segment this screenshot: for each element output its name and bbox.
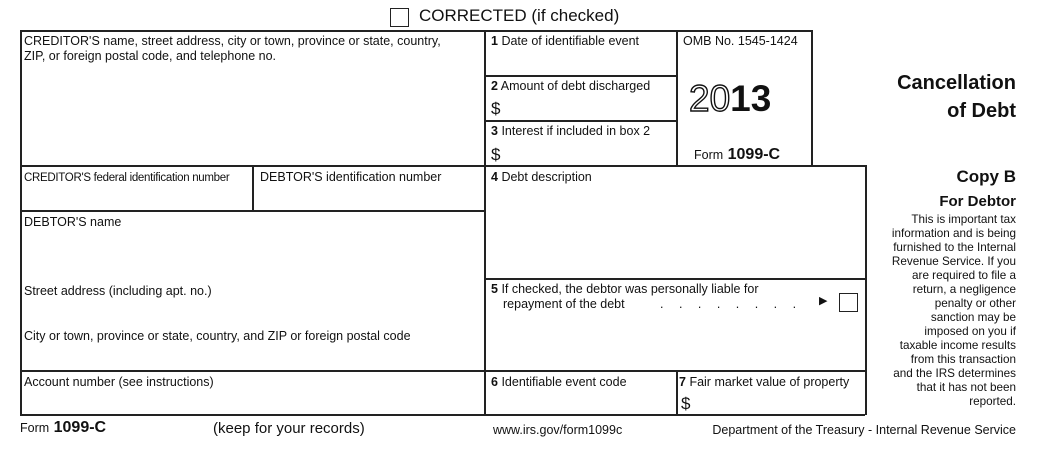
footer-form-id: Form 1099-C bbox=[20, 419, 107, 436]
footer-url[interactable]: www.irs.gov/form1099c bbox=[493, 423, 623, 437]
box3-dollar: $ bbox=[491, 145, 501, 164]
tax-year-suffix: 13 bbox=[730, 78, 772, 119]
account-number-label: Account number (see instructions) bbox=[24, 375, 214, 389]
copy-b-notice-line: furnished to the Internal bbox=[893, 241, 1016, 254]
debtor-tin-label: DEBTOR'S identification number bbox=[260, 170, 442, 184]
box5-label-line2: repayment of the debt bbox=[503, 297, 625, 311]
tax-year-prefix: 20 bbox=[689, 78, 731, 119]
footer-keep-note: (keep for your records) bbox=[213, 420, 365, 437]
copy-b-notice-line: This is important tax bbox=[911, 213, 1016, 226]
form-title-line2: of Debt bbox=[947, 100, 1016, 122]
box4-field[interactable] bbox=[486, 186, 863, 276]
box7-dollar: $ bbox=[681, 394, 691, 413]
box3-field[interactable] bbox=[504, 141, 674, 164]
box3-label: 3 Interest if included in box 2 bbox=[491, 124, 651, 138]
box7-label: 7 Fair market value of property bbox=[679, 375, 850, 389]
box2-label: 2 Amount of debt discharged bbox=[491, 79, 651, 93]
box7-field[interactable] bbox=[694, 392, 864, 413]
copy-b-subtitle: For Debtor bbox=[939, 193, 1016, 210]
debtor-tin-field[interactable] bbox=[255, 188, 482, 209]
copy-b-notice-line: imposed on you if bbox=[924, 325, 1016, 338]
copy-b-notice-line: that it has not been bbox=[916, 381, 1016, 394]
corrected-label: CORRECTED (if checked) bbox=[419, 6, 620, 25]
box5-label: 5 If checked, the debtor was personally liable for bbox=[491, 282, 759, 296]
box5-arrow-icon: ▶ bbox=[819, 295, 828, 307]
copy-b-notice-line: sanction may be bbox=[930, 311, 1016, 324]
debtor-name-field[interactable] bbox=[22, 232, 482, 282]
box1-label: 1 Date of identifiable event bbox=[491, 34, 640, 48]
creditor-tin-field[interactable] bbox=[22, 188, 250, 209]
box1-field[interactable] bbox=[486, 50, 674, 74]
debtor-city-label: City or town, province or state, country, and ZIP or foreign postal code bbox=[24, 329, 411, 343]
account-number-field[interactable] bbox=[22, 392, 482, 413]
form-title-line1: Cancellation bbox=[897, 72, 1016, 94]
copy-b-notice-line: from this transaction bbox=[910, 353, 1016, 366]
debtor-street-label: Street address (including apt. no.) bbox=[24, 284, 212, 298]
debtor-city-field[interactable] bbox=[22, 346, 482, 368]
copy-b-notice-line: reported. bbox=[969, 395, 1016, 408]
creditor-name-field[interactable] bbox=[22, 66, 482, 163]
tax-year bbox=[689, 78, 771, 120]
copy-b-notice-line: Revenue Service. If you bbox=[891, 255, 1016, 268]
copy-b-notice-line: taxable income results bbox=[899, 339, 1016, 352]
box2-field[interactable] bbox=[504, 96, 674, 119]
copy-b-notice-line: penalty or other bbox=[934, 297, 1016, 310]
omb-number: OMB No. 1545-1424 bbox=[683, 34, 798, 48]
box4-label: 4 Debt description bbox=[491, 170, 592, 184]
copy-b-notice bbox=[866, 213, 1016, 409]
box2-dollar: $ bbox=[491, 99, 501, 118]
copy-b-notice-line: and the IRS determines bbox=[893, 367, 1016, 380]
box5-checkbox[interactable] bbox=[839, 293, 858, 312]
creditor-tin-label: CREDITOR'S federal identification number bbox=[24, 172, 230, 184]
copy-b-notice-line: information and is being bbox=[891, 227, 1016, 240]
copy-b-title: Copy B bbox=[956, 167, 1016, 186]
omb-form-id: Form 1099-C bbox=[694, 146, 781, 163]
copy-b-notice-line: are required to file a bbox=[912, 269, 1016, 282]
box5-leader-dots: . . . . . . . . bbox=[660, 297, 803, 311]
box6-field[interactable] bbox=[486, 392, 674, 413]
box6-label: 6 Identifiable event code bbox=[491, 375, 627, 389]
creditor-name-label-line2: ZIP, or foreign postal code, and telephone no. bbox=[24, 49, 277, 63]
corrected-checkbox[interactable] bbox=[390, 8, 409, 27]
debtor-street-field[interactable] bbox=[22, 300, 482, 326]
form-title bbox=[897, 69, 1016, 125]
footer-department: Department of the Treasury - Internal Revenue Service bbox=[712, 423, 1016, 437]
copy-b-notice-line: return, a negligence bbox=[912, 283, 1016, 296]
creditor-name-label: CREDITOR'S name, street address, city or town, province or state, country, bbox=[24, 34, 441, 48]
debtor-name-label: DEBTOR'S name bbox=[24, 215, 122, 229]
